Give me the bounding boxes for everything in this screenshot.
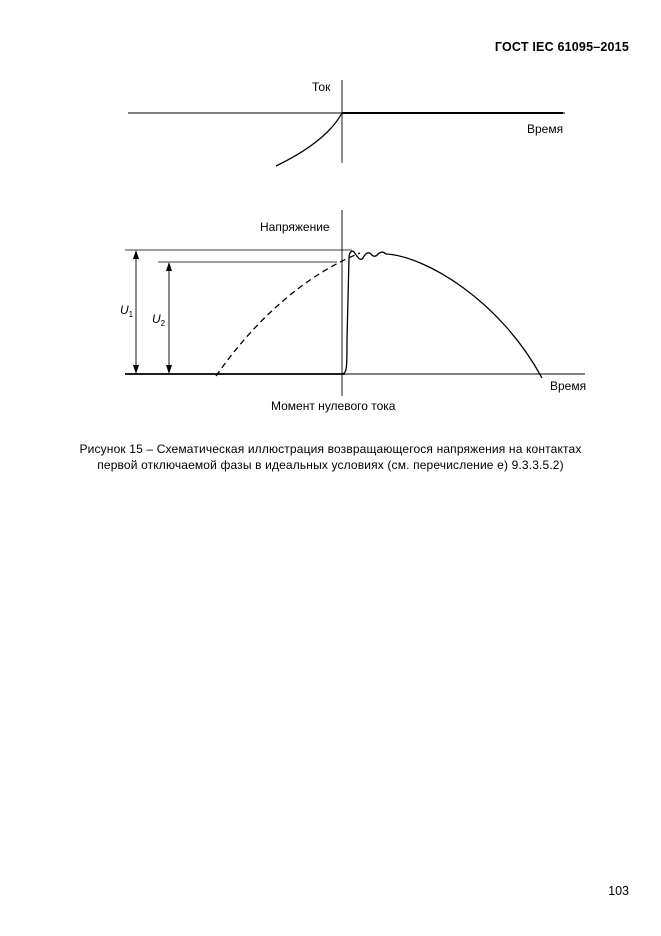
u1-dimension-arrow [133,250,139,374]
voltage-axis-label: Напряжение [260,220,330,234]
figure-caption [40,441,621,473]
u1-label: $U_1$ [120,303,134,319]
voltage-time-label: Время [550,379,587,393]
caption-line-1: Рисунок 15 – Схематическая иллюстрация возвращающегося напряжения на контактах [79,442,582,456]
current-curve [276,113,342,166]
voltage-diagram [120,210,586,413]
standard-header: ГОСТ IEC 61095–2015 [494,40,629,54]
recovery-voltage-curve [342,251,542,378]
ideal-recovery-dashed-curve [216,253,360,376]
current-diagram [128,80,565,166]
page-number: 103 [608,884,629,898]
u2-label: $U_2$ [152,312,166,328]
zero-current-moment-label: Момент нулевого тока [271,399,396,413]
caption-line-2: первой отключаемой фазы в идеальных условиях (см. перечисление е) 9.3.3.5.2) [97,458,564,472]
current-time-label: Время [527,122,564,136]
figure-15 [0,0,661,430]
u2-dimension-arrow [166,262,172,374]
current-axis-label: Ток [312,80,331,94]
